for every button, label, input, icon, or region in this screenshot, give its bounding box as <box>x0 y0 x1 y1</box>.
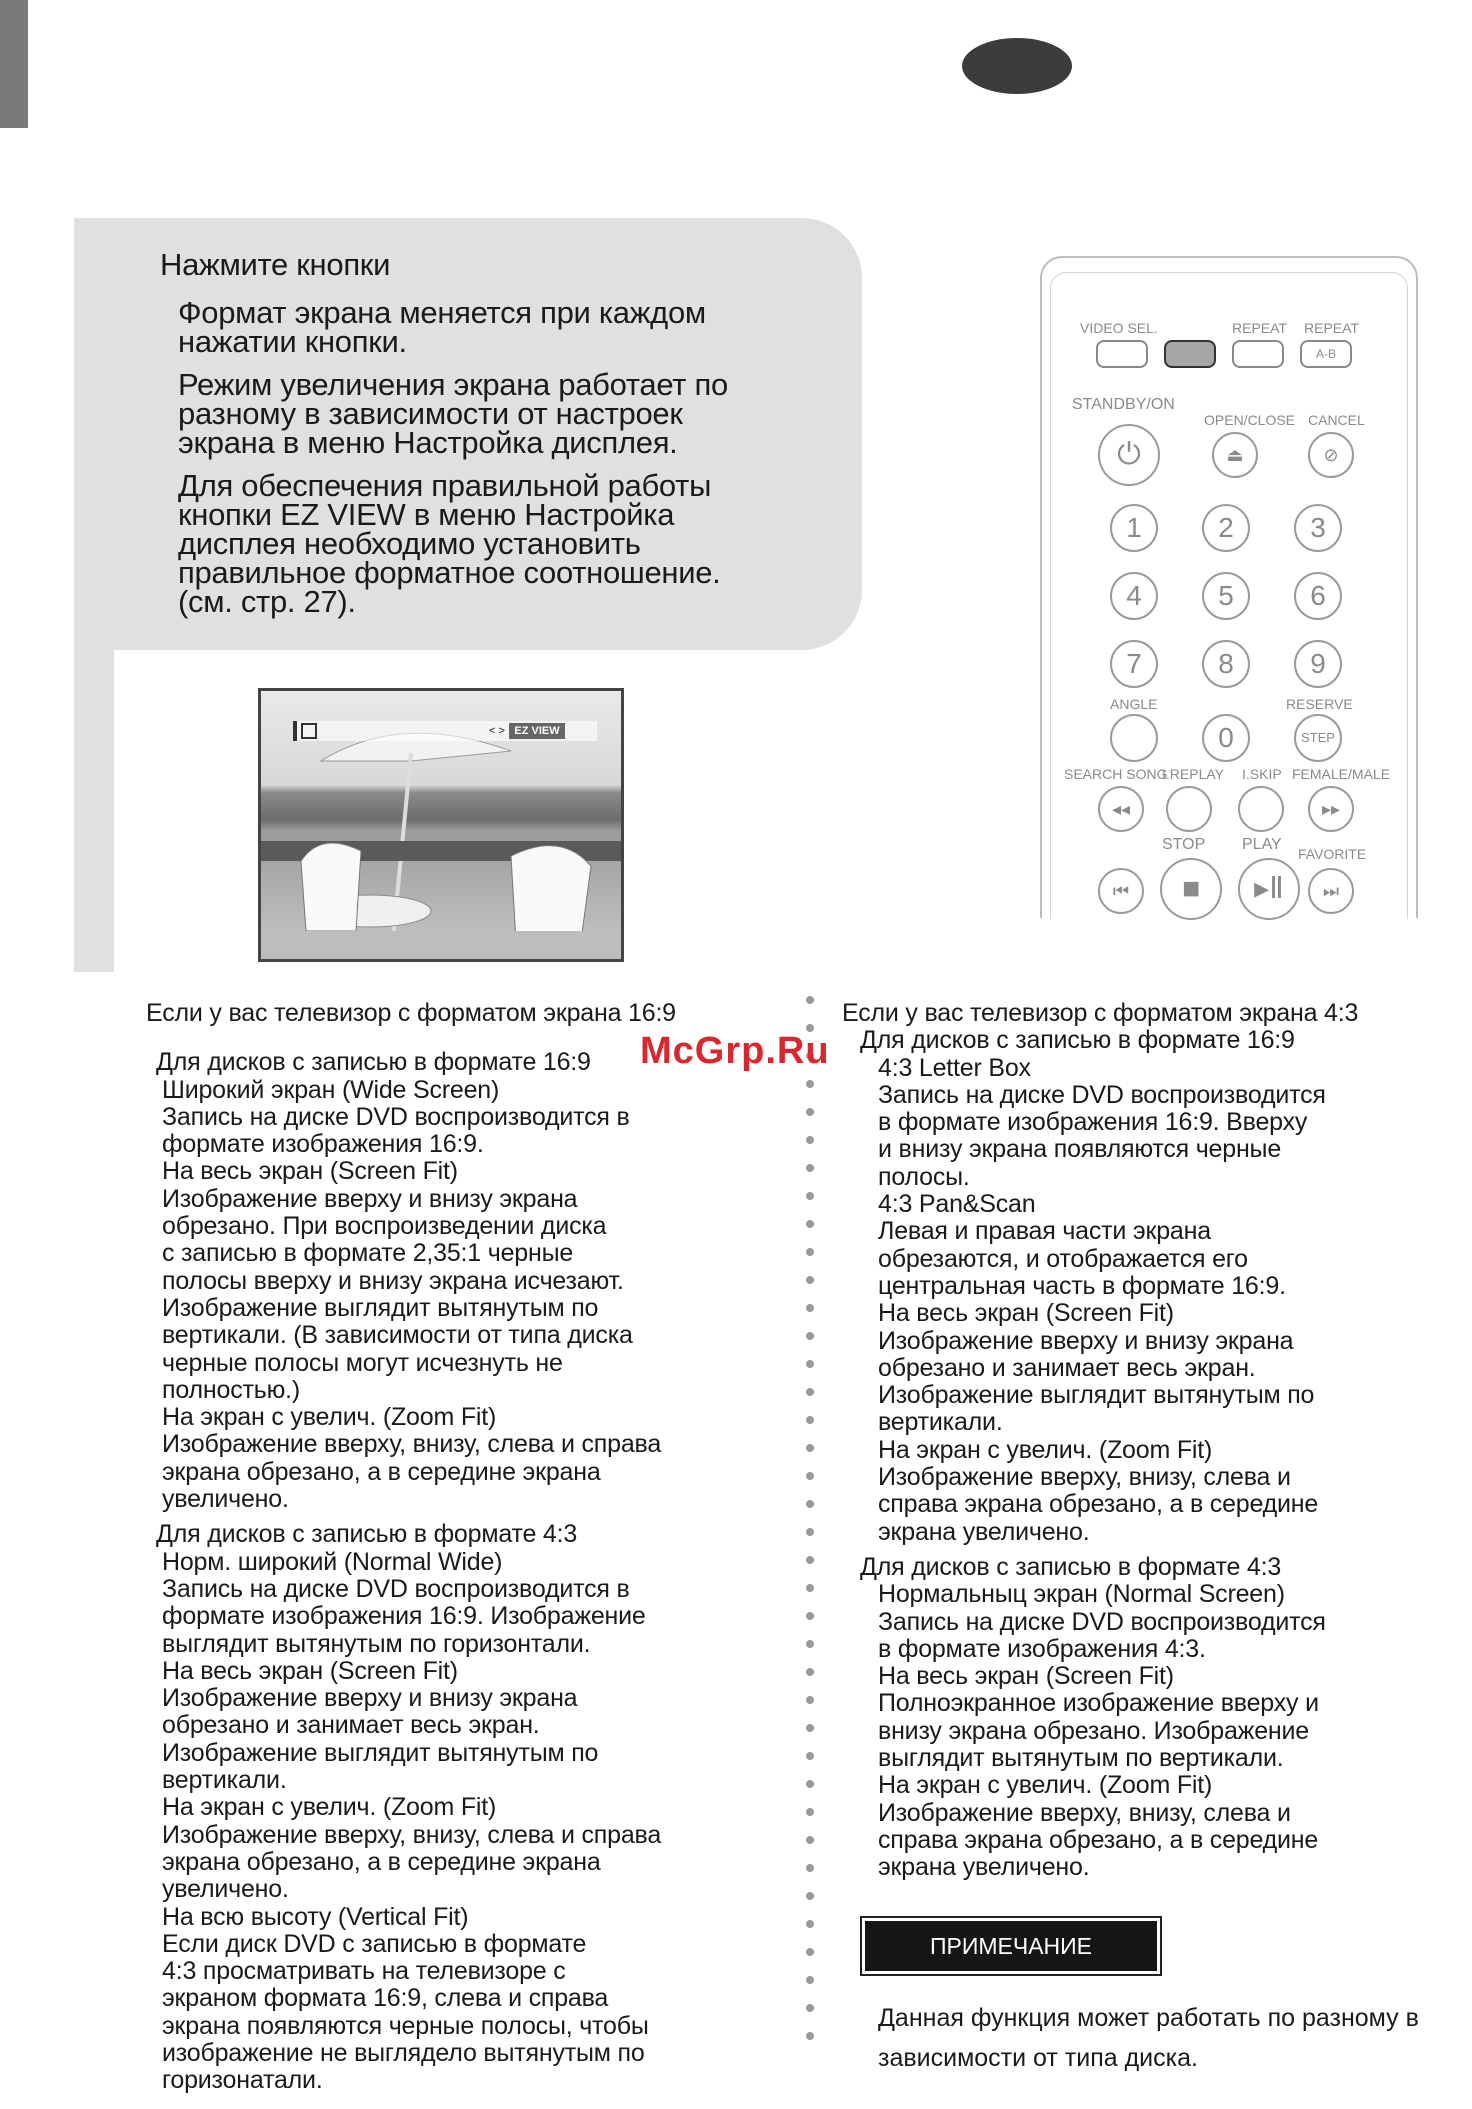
label-search-song: SEARCH SONG <box>1064 766 1168 782</box>
right-sub-1-body: 4:3 Letter Box Запись на диске DVD воспроизводится в формате изображения 16:9. Вверху и внизу экрана появляются черные полосы. 4:3 Pan&Scan Левая и правая части экрана обрезаются, и отображается его центральная часть в формате 16:9. На весь экран (Screen Fit) Изображение вверху и внизу экрана обрезано и занимает весь экран. Изображение выглядит вытянутым по вертикали. На экран с увелич. (Zoom Fit) Изображение вверху, внизу, слева и справа экрана обрезано, а в середине экрана увеличено. <box>878 1053 1326 1546</box>
number-5-button[interactable]: 5 <box>1202 572 1250 620</box>
power-icon: ⏻ <box>1117 438 1141 471</box>
label-repeat-1: REPEAT <box>1232 320 1287 336</box>
skip-back-icon: ⏮ <box>1112 881 1130 901</box>
left-sub-2: Для дисков с записью в формате 4:3 <box>156 1520 578 1549</box>
number-2-button[interactable]: 2 <box>1202 504 1250 552</box>
divider-dot <box>806 1416 814 1424</box>
left-sub-2-body: Норм. широкий (Normal Wide) Запись на диске DVD воспроизводится в формате изображения 16:9. Изображение выглядит вытянутым по горизонтали. На весь экран (Screen Fit) Изображение вверху и внизу экрана обрезано и занимает весь экран. Изображение выглядит вытянутым по вертикали. На экран с увелич. (Zoom Fit) Изображение вверху, внизу, слева и справа экрана обрезано, а в середине экрана увеличено. На всю высоту (Vertical Fit) Если диск DVD с записью в формате 4:3 просматривать на телевизоре с экраном формата 16:9, слева и справа экрана появляются черные полосы, чтобы изображение не выглядело вытянутым по горизонатали. <box>162 1547 662 2095</box>
divider-dot <box>806 1920 814 1928</box>
divider-dot <box>806 1584 814 1592</box>
divider-dot <box>806 1164 814 1172</box>
instruction-para-1: Формат экрана меняется при каждом нажатии кнопки. <box>178 295 706 359</box>
number-3-button[interactable]: 3 <box>1294 504 1342 552</box>
label-repeat-2: REPEAT <box>1304 320 1359 336</box>
divider-dot <box>806 1248 814 1256</box>
divider-dot <box>806 1780 814 1788</box>
divider-dot <box>806 1332 814 1340</box>
stop-button[interactable] <box>1160 858 1222 920</box>
rewind-icon: ◂◂ <box>1111 799 1131 819</box>
divider-dot <box>806 2032 814 2040</box>
divider-dot <box>806 1500 814 1508</box>
divider-dot <box>806 1752 814 1760</box>
screen-photo <box>258 688 624 962</box>
label-reserve: RESERVE <box>1286 696 1353 712</box>
osd-arrows: < > <box>489 725 505 737</box>
left-heading: Если у вас телевизор с форматом экрана 16:9 <box>146 999 676 1027</box>
step-button[interactable]: STEP <box>1294 714 1342 762</box>
divider-dot <box>806 1528 814 1536</box>
instruction-text <box>178 295 838 619</box>
divider-dot <box>806 1080 814 1088</box>
divider-dot <box>806 1612 814 1620</box>
label-open-close: OPEN/CLOSE <box>1204 412 1296 428</box>
skip-forward-button[interactable] <box>1308 868 1354 914</box>
divider-dot <box>806 1220 814 1228</box>
note-box <box>860 1916 1162 1976</box>
fast-forward-icon: ▸▸ <box>1321 799 1341 819</box>
divider-dot <box>806 1808 814 1816</box>
divider-dot <box>806 1276 814 1284</box>
right-heading: Если у вас телевизор с форматом экрана 4:3 <box>842 999 1359 1027</box>
note-line-1: Данная функция может работать по разному в <box>878 2004 1419 2032</box>
right-sub-1: Для дисков с записью в формате 16:9 <box>860 1026 1295 1055</box>
eject-icon: ⏏ <box>1226 445 1244 465</box>
divider-dot <box>806 1948 814 1956</box>
column-divider <box>806 996 814 2060</box>
label-iskip: I.SKIP <box>1242 766 1282 782</box>
left-column <box>146 1000 786 2095</box>
divider-dot <box>806 1724 814 1732</box>
osd-ez-view-label: EZ VIEW <box>509 723 565 739</box>
page-number-oval <box>962 38 1072 94</box>
label-play: PLAY <box>1242 836 1282 853</box>
divider-dot <box>806 1136 814 1144</box>
divider-dot <box>806 2004 814 2012</box>
ez-view-icon <box>301 723 317 739</box>
divider-dot <box>806 1304 814 1312</box>
divider-dot <box>806 1444 814 1452</box>
video-sel-button[interactable] <box>1096 340 1148 368</box>
play-pause-button[interactable] <box>1238 858 1300 920</box>
open-close-button[interactable] <box>1212 432 1258 478</box>
search-back-button[interactable] <box>1098 786 1144 832</box>
divider-dot <box>806 1640 814 1648</box>
divider-dot <box>806 1892 814 1900</box>
divider-dot <box>806 1108 814 1116</box>
divider-dot <box>806 1976 814 1984</box>
note-label: ПРИМЕЧАНИЕ <box>865 1921 1157 1971</box>
angle-button[interactable] <box>1110 714 1158 762</box>
divider-dot <box>806 1388 814 1396</box>
label-female-male: FEMALE/MALE <box>1292 766 1391 782</box>
divider-dot <box>806 996 814 1004</box>
repeat-ab-button[interactable]: A-B <box>1300 340 1352 368</box>
ez-view-button[interactable] <box>1164 340 1216 368</box>
divider-dot <box>806 1360 814 1368</box>
divider-dot <box>806 1864 814 1872</box>
ireplay-button[interactable] <box>1166 786 1212 832</box>
skip-forward-icon: ⏭ <box>1322 881 1340 901</box>
note-line-2: зависимости от типа диска. <box>878 2044 1198 2072</box>
divider-dot <box>806 1192 814 1200</box>
side-tab <box>0 0 28 128</box>
instruction-para-3: Для обеспечения правильной работы кнопки EZ VIEW в меню Настройка дисплея необходимо установить правильное форматное соотношение. (см. стр. 27). <box>178 468 721 619</box>
play-pause-icon: ▸Ⅱ <box>1254 872 1284 905</box>
left-sub-1-body: Широкий экран (Wide Screen) Запись на диске DVD воспроизводится в формате изображения 16:9. На весь экран (Screen Fit) Изображение вверху и внизу экрана обрезано. При воспроизведении диска с записью в формате 2,35:1 черные полосы вверху и внизу экрана исчезают. Изображение выглядит вытянутым по вертикали. (В зависимости от типа диска черные полосы могут исчезнуть не полностью.) На экран с увелич. (Zoom Fit) Изображение вверху, внизу, слева и справа экрана обрезано, а в середине экрана увеличено. <box>162 1075 662 1514</box>
watermark: McGrp.Ru <box>640 1030 830 1072</box>
iskip-button[interactable] <box>1238 786 1284 832</box>
number-8-button[interactable]: 8 <box>1202 640 1250 688</box>
label-ireplay: I.REPLAY <box>1162 766 1224 782</box>
note-text <box>878 1998 1468 2078</box>
cancel-button[interactable] <box>1308 432 1354 478</box>
label-angle: ANGLE <box>1110 696 1158 712</box>
number-4-button[interactable]: 4 <box>1110 572 1158 620</box>
power-button[interactable] <box>1098 424 1160 486</box>
left-sub-1: Для дисков с записью в формате 16:9 <box>156 1048 591 1077</box>
divider-dot <box>806 1696 814 1704</box>
instruction-heading: Нажмите кнопки <box>160 247 391 282</box>
number-7-button[interactable]: 7 <box>1110 640 1158 688</box>
instruction-para-2: Режим увеличения экрана работает по разному в зависимости от настроек экрана в меню Настройка дисплея. <box>178 367 728 460</box>
label-standby: STANDBY/ON <box>1072 396 1175 413</box>
repeat-button[interactable] <box>1232 340 1284 368</box>
right-sub-2: Для дисков с записью в формате 4:3 <box>860 1552 1282 1581</box>
divider-dot <box>806 1668 814 1676</box>
number-6-button[interactable]: 6 <box>1294 572 1342 620</box>
label-cancel: CANCEL <box>1308 412 1365 428</box>
skip-back-button[interactable] <box>1098 868 1144 914</box>
number-9-button[interactable]: 9 <box>1294 640 1342 688</box>
remote-control <box>1040 256 1418 918</box>
right-sub-2-body: Нормальныц экран (Normal Screen) Запись на диске DVD воспроизводится в формате изображения 4:3. На весь экран (Screen Fit) Полноэкранное изображение вверху и внизу экрана обрезано. Изображение выглядит вытянутым по вертикали. На экран с увелич. (Zoom Fit) Изображение вверху, внизу, слева и справа экрана обрезано, а в середине экрана увеличено. <box>878 1580 1326 1882</box>
number-1-button[interactable]: 1 <box>1110 504 1158 552</box>
label-stop: STOP <box>1162 836 1206 853</box>
instruction-strip <box>74 650 114 972</box>
label-favorite: FAVORITE <box>1298 846 1367 862</box>
label-video-sel: VIDEO SEL. <box>1080 320 1158 336</box>
divider-dot <box>806 1472 814 1480</box>
divider-dot <box>806 1556 814 1564</box>
stop-icon: ■ <box>1181 872 1201 905</box>
divider-dot <box>806 1836 814 1844</box>
search-forward-button[interactable] <box>1308 786 1354 832</box>
right-column <box>842 1000 1442 1882</box>
number-0-button[interactable]: 0 <box>1202 714 1250 762</box>
cancel-icon: ⊘ <box>1323 445 1339 465</box>
